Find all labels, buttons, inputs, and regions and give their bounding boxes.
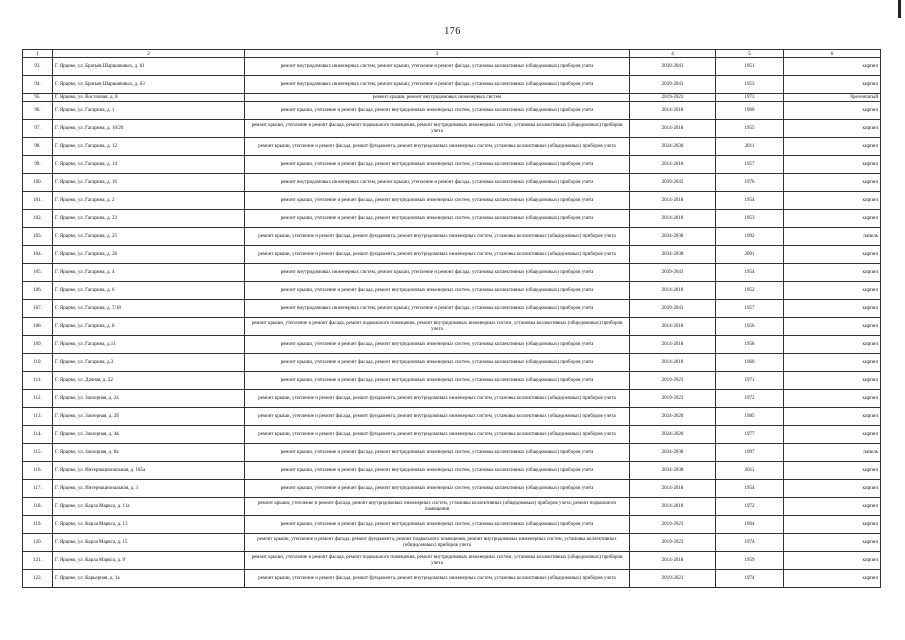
wall-material-cell: брevенчатый: [784, 94, 881, 102]
table-row: [23, 480, 881, 498]
table-row: [23, 228, 881, 246]
row-number: 115.: [23, 444, 53, 462]
period-cell: 2034-2038: [630, 228, 716, 246]
wall-material-cell: кирпич: [784, 318, 881, 336]
year-built-cell: 1985: [716, 408, 784, 426]
year-built-cell: 1951: [716, 58, 784, 76]
row-number: 100.: [23, 174, 53, 192]
row-number: 114.: [23, 426, 53, 444]
year-built-cell: 1954: [716, 480, 784, 498]
table-row: [23, 570, 881, 588]
works-cell: ремонт внутридомовых инженерных систем, ремонт крыши, утепление и ремонт фасада, установка коллективных (общедомовых) приборов учета: [245, 76, 630, 94]
year-built-cell: 1964: [716, 516, 784, 534]
works-cell: ремонт крыши, утепление и ремонт фасада, ремонт внутридомовых инженерных систем, установка коллективных (общедомовых) приборов учета: [245, 102, 630, 120]
wall-material-cell: кирпич: [784, 462, 881, 480]
works-cell: ремонт крыши, утепление и ремонт фасада, ремонт внутридомовых инженерных систем, установка коллективных (общедомовых) приборов учета: [245, 462, 630, 480]
works-cell: ремонт крыши, ремонт внутридомовых инженерных систем: [245, 94, 630, 102]
table-row: [23, 300, 881, 318]
works-cell: ремонт крыши, утепление и ремонт фасада, ремонт фундамента, ремонт внутридомовых инженерных систем, установка коллективных (общедомовых) приборов учета: [245, 426, 630, 444]
wall-material-cell: кирпич: [784, 480, 881, 498]
period-cell: 2014-2018: [630, 156, 716, 174]
row-number: 121.: [23, 552, 53, 570]
address-cell: Г. Ярцево, ул. Гагарина, д.3: [53, 354, 245, 372]
wall-material-cell: кирпич: [784, 120, 881, 138]
wall-material-cell: кирпич: [784, 570, 881, 588]
table-row: [23, 94, 881, 102]
wall-material-cell: кирпич: [784, 516, 881, 534]
row-number: 118.: [23, 498, 53, 516]
table-row: [23, 76, 881, 94]
page-edge-mark: [898, 0, 901, 18]
column-number: 5: [716, 50, 784, 58]
period-cell: 2024-2028: [630, 426, 716, 444]
table-row: [23, 156, 881, 174]
table-row: [23, 444, 881, 462]
year-built-cell: 2011: [716, 138, 784, 156]
wall-material-cell: кирпич: [784, 354, 881, 372]
period-cell: 2019-2023: [630, 372, 716, 390]
wall-material-cell: кирпич: [784, 138, 881, 156]
table-row: [23, 282, 881, 300]
works-cell: ремонт внутридомовых инженерных систем, ремонт крыши, утепление и ремонт фасада, установка коллективных (общедомовых) приборов учета: [245, 174, 630, 192]
row-number: 110.: [23, 354, 53, 372]
works-cell: ремонт крыши, утепление и ремонт фасада, ремонт внутридомовых инженерных систем, установка коллективных (общедомовых) приборов учета, ремонт подвального помещения: [245, 498, 630, 516]
column-number: 3: [245, 50, 630, 58]
row-number: 106.: [23, 282, 53, 300]
period-cell: 2014-2018: [630, 120, 716, 138]
period-cell: 2019-2023: [630, 570, 716, 588]
works-cell: ремонт крыши, утепление и ремонт фасада, ремонт внутридомовых инженерных систем, установка коллективных (общедомовых) приборов учета: [245, 192, 630, 210]
address-cell: Г. Ярцево, ул. Гагарина, д. 10/20: [53, 120, 245, 138]
wall-material-cell: панель: [784, 444, 881, 462]
address-cell: Г. Ярцево, ул. Братьев Шаршановых, д. 63: [53, 76, 245, 94]
address-cell: Г. Ярцево, ул. Гагарина, д. 16: [53, 174, 245, 192]
address-cell: Г. Ярцево, ул. Гагарина, д. 7/18: [53, 300, 245, 318]
year-built-cell: 1956: [716, 318, 784, 336]
year-built-cell: 1957: [716, 300, 784, 318]
table-row: [23, 264, 881, 282]
year-built-cell: 1997: [716, 444, 784, 462]
row-number: 93.: [23, 58, 53, 76]
works-cell: ремонт крыши, утепление и ремонт фасада, ремонт внутридомовых инженерных систем, установка коллективных (общедомовых) приборов учета: [245, 354, 630, 372]
row-number: 105.: [23, 264, 53, 282]
works-cell: ремонт крыши, утепление и ремонт фасада, ремонт фундамента, ремонт внутридомовых инженерных систем, установка коллективных (общедомовых) приборов учета: [245, 138, 630, 156]
address-cell: Г. Ярцево, ул. Гагарина, д. 6: [53, 282, 245, 300]
address-cell: Г. Ярцево, ул. Дачная, д. 22: [53, 372, 245, 390]
year-built-cell: 1971: [716, 372, 784, 390]
year-built-cell: 1952: [716, 282, 784, 300]
period-cell: 2034-2038: [630, 138, 716, 156]
column-number-row: [23, 50, 881, 58]
address-cell: Г. Ярцево, ул. Заозерная, д. 2б: [53, 408, 245, 426]
wall-material-cell: кирпич: [784, 192, 881, 210]
period-cell: 2014-2018: [630, 210, 716, 228]
works-cell: ремонт крыши, утепление и ремонт фасада, ремонт внутридомовых инженерных систем, установка коллективных (общедомовых) приборов учета: [245, 480, 630, 498]
address-cell: Г. Ярцево, ул. Гагарина, д. 8: [53, 318, 245, 336]
housing-registry-table: [22, 49, 881, 588]
row-number: 99.: [23, 156, 53, 174]
period-cell: 2019-2023: [630, 390, 716, 408]
row-number: 112.: [23, 390, 53, 408]
table-row: [23, 372, 881, 390]
address-cell: Г. Ярцево, ул. Братьев Шаршановых, д. 61: [53, 58, 245, 76]
works-cell: ремонт внутридомовых инженерных систем, ремонт крыши, утепление и ремонт фасада, установка коллективных (общедомовых) приборов учета: [245, 264, 630, 282]
period-cell: 2019-2023: [630, 516, 716, 534]
wall-material-cell: кирпич: [784, 282, 881, 300]
wall-material-cell: кирпич: [784, 102, 881, 120]
year-built-cell: 1974: [716, 570, 784, 588]
period-cell: 2014-2018: [630, 480, 716, 498]
wall-material-cell: кирпич: [784, 372, 881, 390]
wall-material-cell: кирпич: [784, 174, 881, 192]
row-number: 102.: [23, 210, 53, 228]
row-number: 108.: [23, 318, 53, 336]
table-row: [23, 174, 881, 192]
year-built-cell: 1976: [716, 174, 784, 192]
year-built-cell: 1992: [716, 228, 784, 246]
year-built-cell: 1960: [716, 102, 784, 120]
wall-material-cell: кирпич: [784, 534, 881, 552]
works-cell: ремонт крыши, утепление и ремонт фасада, ремонт фундамента, ремонт внутридомовых инженерных систем, установка коллективных (общедомовых) приборов учета: [245, 246, 630, 264]
works-cell: ремонт крыши, утепление и ремонт фасада, ремонт внутридомовых инженерных систем, установка коллективных (общедомовых) приборов учета: [245, 282, 630, 300]
wall-material-cell: кирпич: [784, 426, 881, 444]
column-number: 6: [784, 50, 881, 58]
period-cell: 2034-2038: [630, 444, 716, 462]
table-row: [23, 462, 881, 480]
table-row: [23, 534, 881, 552]
wall-material-cell: кирпич: [784, 246, 881, 264]
address-cell: Г. Ярцево, ул. Гагарина, д.11: [53, 336, 245, 354]
year-built-cell: 1957: [716, 156, 784, 174]
page-number: 176: [444, 26, 461, 37]
row-number: 103.: [23, 228, 53, 246]
table-row: [23, 516, 881, 534]
row-number: 122.: [23, 570, 53, 588]
works-cell: ремонт внутридомовых инженерных систем, ремонт крыши, утепление и ремонт фасада, установка коллективных (общедомовых) приборов учета: [245, 58, 630, 76]
works-cell: ремонт крыши, утепление и ремонт фасада, ремонт фундамента, ремонт подвального помещения, ремонт внутридомовых инженерных систем, установка коллективных (общедомовых) приборов учета: [245, 534, 630, 552]
row-number: 117.: [23, 480, 53, 498]
row-number: 98.: [23, 138, 53, 156]
period-cell: 2034-2038: [630, 246, 716, 264]
address-cell: Г. Ярцево, ул. Карла Маркса, д. 9: [53, 552, 245, 570]
period-cell: 2014-2018: [630, 282, 716, 300]
year-built-cell: 1954: [716, 192, 784, 210]
table-row: [23, 336, 881, 354]
wall-material-cell: кирпич: [784, 264, 881, 282]
row-number: 95.: [23, 94, 53, 102]
table-row: [23, 192, 881, 210]
address-cell: Г. Ярцево, ул. Заозерная, д. 2а: [53, 390, 245, 408]
period-cell: 2019-2023: [630, 534, 716, 552]
period-cell: 2014-2018: [630, 498, 716, 516]
address-cell: Г. Ярцево, ул. Гагарина, д. 23: [53, 210, 245, 228]
address-cell: Г. Ярцево, ул. Заозерная, д. 4в: [53, 426, 245, 444]
row-number: 101.: [23, 192, 53, 210]
works-cell: ремонт крыши, утепление и ремонт фасада, ремонт внутридомовых инженерных систем, установка коллективных (общедомовых) приборов учета: [245, 336, 630, 354]
works-cell: ремонт крыши, утепление и ремонт фасада, ремонт подвального помещения, ремонт внутридомовых инженерных систем, установка коллективных (общедомовых) приборов учета: [245, 552, 630, 570]
table-row: [23, 138, 881, 156]
table-row: [23, 58, 881, 76]
wall-material-cell: кирпич: [784, 76, 881, 94]
works-cell: ремонт крыши, утепление и ремонт фасада, ремонт подвального помещения, ремонт внутридомовых инженерных систем, установка коллективных (общедомовых) приборов учета: [245, 120, 630, 138]
wall-material-cell: кирпич: [784, 336, 881, 354]
period-cell: 2019-2023: [630, 94, 716, 102]
row-number: 116.: [23, 462, 53, 480]
table-row: [23, 426, 881, 444]
table-row: [23, 552, 881, 570]
address-cell: Г. Ярцево, ул. Гагарина, д. 14: [53, 156, 245, 174]
year-built-cell: 1955: [716, 120, 784, 138]
row-number: 119.: [23, 516, 53, 534]
table-row: [23, 246, 881, 264]
row-number: 107.: [23, 300, 53, 318]
works-cell: ремонт крыши, утепление и ремонт фасада, ремонт подвального помещения, ремонт внутридомовых инженерных систем, установка коллективных (общедомовых) приборов учета: [245, 318, 630, 336]
year-built-cell: 1953: [716, 76, 784, 94]
works-cell: ремонт крыши, утепление и ремонт фасада, ремонт фундамента, ремонт внутридомовых инженерных систем, установка коллективных (общедомовых) приборов учета: [245, 390, 630, 408]
wall-material-cell: кирпич: [784, 498, 881, 516]
address-cell: Г. Ярцево, ул. Интернациональная, д. 3: [53, 480, 245, 498]
row-number: 94.: [23, 76, 53, 94]
period-cell: 2014-2018: [630, 318, 716, 336]
period-cell: 2014-2018: [630, 336, 716, 354]
address-cell: Г. Ярцево, ул. Гагарина, д. 25: [53, 228, 245, 246]
address-cell: Г. Ярцево, ул. Гагарина, д. 4: [53, 264, 245, 282]
period-cell: 2024-2028: [630, 408, 716, 426]
year-built-cell: 2011: [716, 462, 784, 480]
year-built-cell: 1977: [716, 426, 784, 444]
table-row: [23, 210, 881, 228]
period-cell: 2039-2043: [630, 174, 716, 192]
works-cell: ремонт крыши, утепление и ремонт фасада, ремонт фундамента, ремонт внутридомовых инженерных систем, установка коллективных (общедомовых) приборов учета: [245, 408, 630, 426]
works-cell: ремонт крыши, утепление и ремонт фасада, ремонт внутридомовых инженерных систем, установка коллективных (общедомовых) приборов учета: [245, 156, 630, 174]
period-cell: 2039-2043: [630, 76, 716, 94]
column-number: 1: [23, 50, 53, 58]
address-cell: Г. Ярцево, ул. Гагарина, д. 12: [53, 138, 245, 156]
period-cell: 2014-2018: [630, 354, 716, 372]
table-row: [23, 390, 881, 408]
wall-material-cell: кирпич: [784, 552, 881, 570]
year-built-cell: 2001: [716, 246, 784, 264]
address-cell: Г. Ярцево, ул. Восточная, д. 8: [53, 94, 245, 102]
wall-material-cell: кирпич: [784, 210, 881, 228]
wall-material-cell: кирпич: [784, 300, 881, 318]
year-built-cell: 1958: [716, 336, 784, 354]
year-built-cell: 1974: [716, 534, 784, 552]
address-cell: Г. Ярцево, ул. Гагарина, д. 2: [53, 192, 245, 210]
wall-material-cell: кирпич: [784, 390, 881, 408]
year-built-cell: 1959: [716, 552, 784, 570]
wall-material-cell: кирпич: [784, 408, 881, 426]
address-cell: Г. Ярцево, ул. Заозерная, д. 8а: [53, 444, 245, 462]
row-number: 120.: [23, 534, 53, 552]
period-cell: 2039-2043: [630, 58, 716, 76]
table-row: [23, 102, 881, 120]
works-cell: ремонт крыши, утепление и ремонт фасада, ремонт фундамента, ремонт внутридомовых инженерных систем, установка коллективных (общедомовых) приборов учета: [245, 228, 630, 246]
row-number: 96.: [23, 102, 53, 120]
table-row: [23, 318, 881, 336]
works-cell: ремонт крыши, утепление и ремонт фасада, ремонт внутридомовых инженерных систем, установка коллективных (общедомовых) приборов учета: [245, 372, 630, 390]
year-built-cell: 1960: [716, 354, 784, 372]
works-cell: ремонт крыши, утепление и ремонт фасада, ремонт внутридомовых инженерных систем, установка коллективных (общедомовых) приборов учета: [245, 516, 630, 534]
wall-material-cell: кирпич: [784, 58, 881, 76]
works-cell: ремонт крыши, утепление и ремонт фасада, ремонт внутридомовых инженерных систем, установка коллективных (общедомовых) приборов учета: [245, 444, 630, 462]
wall-material-cell: панель: [784, 228, 881, 246]
year-built-cell: 1954: [716, 264, 784, 282]
row-number: 113.: [23, 408, 53, 426]
column-number: 2: [53, 50, 245, 58]
period-cell: 2034-2038: [630, 462, 716, 480]
table-row: [23, 408, 881, 426]
works-cell: ремонт крыши, утепление и ремонт фасада, ремонт фундамента, ремонт внутридомовых инженерных систем, установка коллективных (общедомовых) приборов учета: [245, 570, 630, 588]
row-number: 97.: [23, 120, 53, 138]
address-cell: Г. Ярцево, ул. Гагарина, д. 1: [53, 102, 245, 120]
period-cell: 2039-2043: [630, 264, 716, 282]
address-cell: Г. Ярцево, ул. Карла Маркса, д. 13: [53, 516, 245, 534]
table-row: [23, 354, 881, 372]
column-number: 4: [630, 50, 716, 58]
address-cell: Г. Ярцево, ул. Карла Маркса, д. 11а: [53, 498, 245, 516]
period-cell: 2014-2018: [630, 102, 716, 120]
address-cell: Г. Ярцево, ул. Интернациональная, д. 185а: [53, 462, 245, 480]
works-cell: ремонт крыши, утепление и ремонт фасада, ремонт внутридомовых инженерных систем, установка коллективных (общедомовых) приборов учета: [245, 210, 630, 228]
year-built-cell: 1973: [716, 94, 784, 102]
address-cell: Г. Ярцево, ул. Гагарина, д. 28: [53, 246, 245, 264]
year-built-cell: 1953: [716, 210, 784, 228]
row-number: 104.: [23, 246, 53, 264]
address-cell: Г. Ярцево, ул. Карла Маркса, д. 15: [53, 534, 245, 552]
wall-material-cell: кирпич: [784, 156, 881, 174]
year-built-cell: 1972: [716, 498, 784, 516]
table-row: [23, 120, 881, 138]
works-cell: ремонт внутридомовых инженерных систем, ремонт крыши, утепление и ремонт фасада, установка коллективных (общедомовых) приборов учета: [245, 300, 630, 318]
row-number: 111.: [23, 372, 53, 390]
table-row: [23, 498, 881, 516]
period-cell: 2014-2018: [630, 552, 716, 570]
address-cell: Г. Ярцево, ул. Карьерная, д. 1а: [53, 570, 245, 588]
period-cell: 2039-2043: [630, 300, 716, 318]
period-cell: 2014-2018: [630, 192, 716, 210]
row-number: 109.: [23, 336, 53, 354]
year-built-cell: 1972: [716, 390, 784, 408]
